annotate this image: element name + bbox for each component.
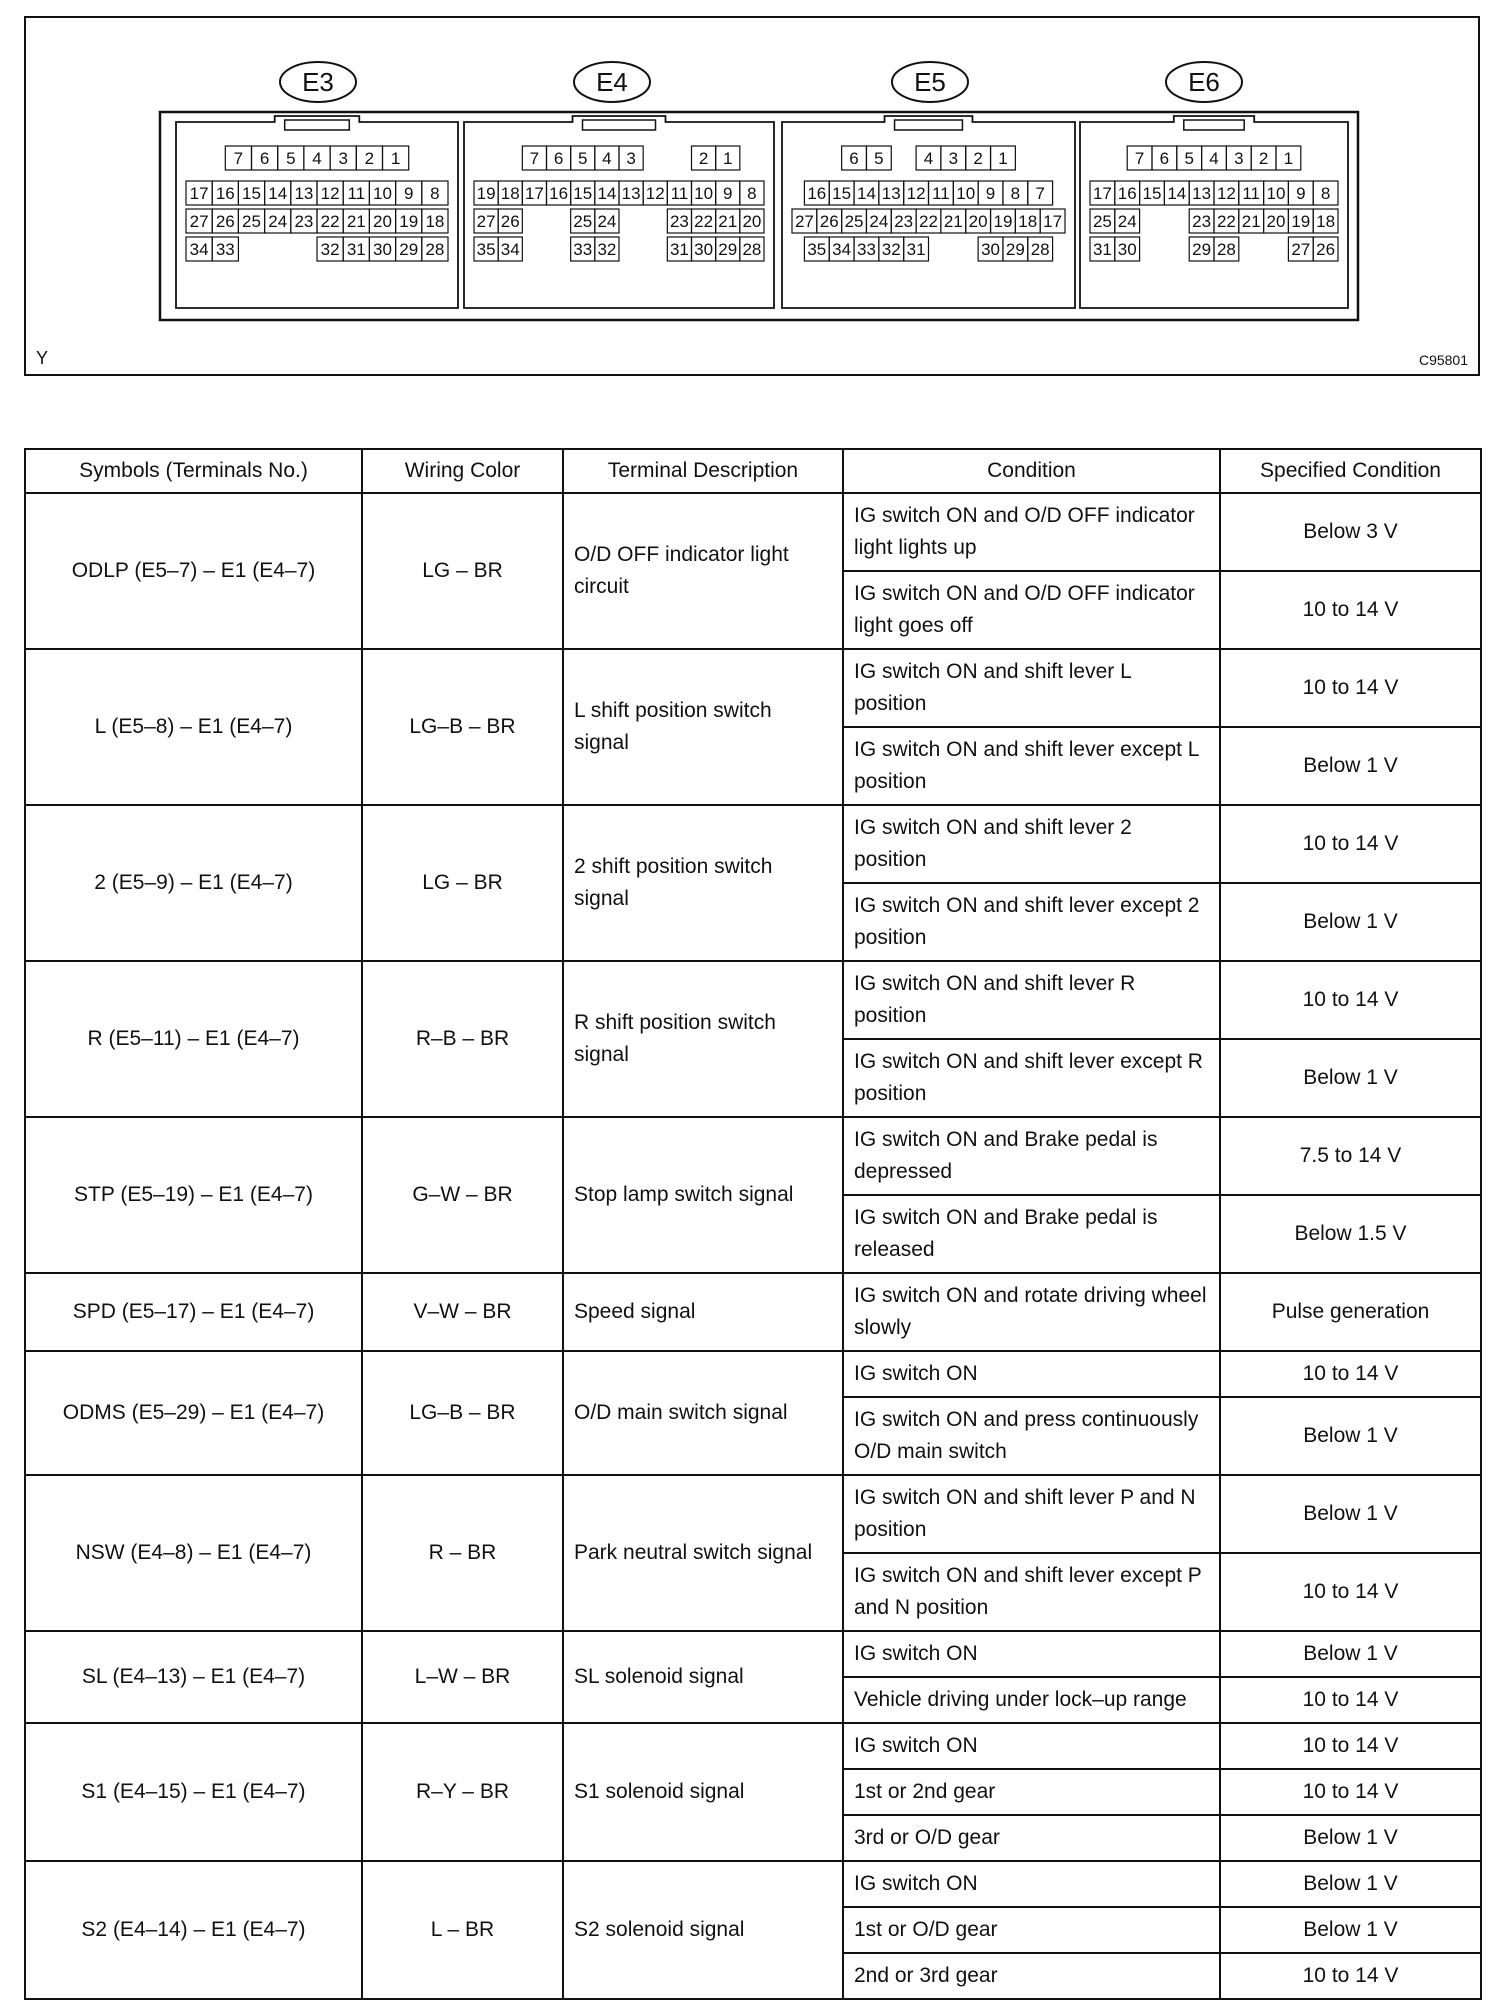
- terminal-number: 3: [626, 149, 636, 168]
- symbol-cell: 2 (E5–9) – E1 (E4–7): [25, 805, 362, 961]
- terminal-number: 4: [602, 149, 612, 168]
- terminal-number: 29: [718, 240, 738, 259]
- connector-drawing: [26, 18, 1478, 374]
- terminal-number: 14: [856, 184, 876, 203]
- terminal-number: 15: [1142, 184, 1162, 203]
- terminal-number: 26: [819, 212, 839, 231]
- terminal-number: 1: [723, 149, 733, 168]
- description-cell: S2 solenoid signal: [563, 1861, 843, 1999]
- connector-latch: [583, 120, 656, 130]
- terminal-number: 31: [1092, 240, 1112, 259]
- wiring-color-cell: R–B – BR: [362, 961, 563, 1117]
- condition-cell: IG switch ON: [843, 1861, 1220, 1907]
- wiring-color-cell: LG – BR: [362, 493, 563, 649]
- condition-cell: Vehicle driving under lock–up range: [843, 1677, 1220, 1723]
- terminal-number: 2: [973, 149, 983, 168]
- terminal-number: 24: [1117, 212, 1137, 231]
- specified-condition-cell: 10 to 14 V: [1220, 1723, 1481, 1769]
- terminal-number: 33: [856, 240, 876, 259]
- table-row: [25, 493, 1481, 571]
- terminal-number: 10: [373, 184, 392, 203]
- terminal-number: 3: [1234, 149, 1244, 168]
- header-specified-condition: Specified Condition: [1220, 449, 1481, 493]
- condition-cell: 3rd or O/D gear: [843, 1815, 1220, 1861]
- specified-condition-cell: 10 to 14 V: [1220, 1677, 1481, 1723]
- condition-cell: 1st or 2nd gear: [843, 1769, 1220, 1815]
- terminal-number: 23: [1192, 212, 1212, 231]
- condition-cell: IG switch ON and shift lever P and N position: [843, 1475, 1220, 1553]
- table-row: [25, 1861, 1481, 1907]
- wiring-color-cell: LG–B – BR: [362, 1351, 563, 1475]
- terminal-number: 32: [881, 240, 901, 259]
- terminal-number: 28: [425, 240, 445, 259]
- table-row: [25, 961, 1481, 1039]
- terminal-number: 22: [919, 212, 938, 231]
- terminal-number: 25: [573, 212, 593, 231]
- wiring-color-cell: LG–B – BR: [362, 649, 563, 805]
- terminal-number: 8: [1320, 184, 1331, 203]
- specified-condition-cell: Below 3 V: [1220, 493, 1481, 571]
- terminal-number: 23: [894, 212, 914, 231]
- terminal-number: 30: [1117, 240, 1137, 259]
- terminal-number: 28: [1216, 240, 1236, 259]
- table-header-row: [25, 449, 1481, 493]
- terminal-number: 22: [1216, 212, 1236, 231]
- connector-latch: [895, 120, 963, 130]
- condition-cell: IG switch ON: [843, 1351, 1220, 1397]
- condition-cell: IG switch ON and shift lever except 2 position: [843, 883, 1220, 961]
- terminal-number: 18: [500, 184, 520, 203]
- terminal-number: 30: [981, 240, 1001, 259]
- terminal-number: 23: [294, 212, 314, 231]
- specified-condition-cell: 10 to 14 V: [1220, 1769, 1481, 1815]
- condition-cell: 2nd or 3rd gear: [843, 1953, 1220, 1999]
- terminal-number: 2: [1258, 149, 1269, 168]
- terminal-number: 12: [320, 184, 340, 203]
- connector-tag-label: E6: [1188, 67, 1220, 97]
- terminal-number: 5: [1184, 149, 1194, 168]
- figure-code: C95801: [1418, 352, 1468, 368]
- terminal-number: 11: [670, 184, 689, 203]
- specified-condition-cell: Below 1 V: [1220, 1861, 1481, 1907]
- terminal-number: 34: [500, 240, 520, 259]
- terminal-number: 8: [747, 184, 757, 203]
- symbol-cell: S2 (E4–14) – E1 (E4–7): [25, 1861, 362, 1999]
- terminal-number: 35: [807, 240, 827, 259]
- wiring-color-cell: V–W – BR: [362, 1273, 563, 1351]
- corner-label: Y: [36, 348, 49, 368]
- terminal-number: 17: [189, 184, 209, 203]
- condition-cell: IG switch ON: [843, 1631, 1220, 1677]
- terminal-number: 32: [597, 240, 617, 259]
- wiring-color-cell: R–Y – BR: [362, 1723, 563, 1861]
- symbol-cell: R (E5–11) – E1 (E4–7): [25, 961, 362, 1117]
- terminal-number: 5: [874, 149, 884, 168]
- terminal-number: 11: [1242, 184, 1261, 203]
- terminal-number: 7: [1035, 184, 1045, 203]
- specified-condition-cell: Below 1 V: [1220, 1397, 1481, 1475]
- terminal-number: 27: [1291, 240, 1311, 259]
- description-cell: O/D OFF indicator light circuit: [563, 493, 843, 649]
- terminal-number: 1: [1283, 149, 1294, 168]
- terminal-number: 31: [669, 240, 689, 259]
- specified-condition-cell: Below 1 V: [1220, 883, 1481, 961]
- terminal-number: 1: [998, 149, 1008, 168]
- header-symbols: Symbols (Terminals No.): [25, 449, 362, 493]
- table-row: [25, 805, 1481, 883]
- specified-condition-cell: 10 to 14 V: [1220, 1953, 1481, 1999]
- wiring-color-cell: L–W – BR: [362, 1631, 563, 1723]
- terminal-number: 2: [364, 149, 375, 168]
- connector-tag-label: E4: [596, 67, 628, 97]
- terminal-number: 12: [645, 184, 665, 203]
- specified-condition-cell: Below 1 V: [1220, 1631, 1481, 1677]
- table-row: [25, 1273, 1481, 1351]
- symbol-cell: L (E5–8) – E1 (E4–7): [25, 649, 362, 805]
- terminal-number: 7: [233, 149, 244, 168]
- terminal-number: 20: [1266, 212, 1286, 231]
- symbol-cell: S1 (E4–15) – E1 (E4–7): [25, 1723, 362, 1861]
- terminal-number: 10: [956, 184, 976, 203]
- terminal-number: 22: [694, 212, 714, 231]
- terminal-number: 25: [1092, 212, 1112, 231]
- terminal-number: 24: [597, 212, 617, 231]
- terminal-number: 15: [832, 184, 852, 203]
- terminal-number: 11: [932, 184, 950, 203]
- terminal-number: 33: [215, 240, 235, 259]
- terminal-number: 5: [286, 149, 296, 168]
- terminal-number: 27: [476, 212, 496, 231]
- condition-cell: IG switch ON and shift lever 2 position: [843, 805, 1220, 883]
- terminal-spec-table: [24, 448, 1482, 2000]
- specified-condition-cell: Below 1 V: [1220, 1815, 1481, 1861]
- terminal-number: 2: [698, 149, 709, 168]
- terminal-number: 18: [1018, 212, 1038, 231]
- terminal-number: 26: [1316, 240, 1336, 259]
- specified-condition-cell: 10 to 14 V: [1220, 1351, 1481, 1397]
- condition-cell: IG switch ON and O/D OFF indicator light goes off: [843, 571, 1220, 649]
- terminal-number: 30: [373, 240, 392, 259]
- condition-cell: IG switch ON and shift lever except R position: [843, 1039, 1220, 1117]
- condition-cell: IG switch ON: [843, 1723, 1220, 1769]
- terminal-number: 7: [529, 149, 540, 168]
- condition-cell: IG switch ON and press continuously O/D main switch: [843, 1397, 1220, 1475]
- specified-condition-cell: 10 to 14 V: [1220, 649, 1481, 727]
- specified-condition-cell: Below 1 V: [1220, 1039, 1481, 1117]
- condition-cell: IG switch ON and O/D OFF indicator light lights up: [843, 493, 1220, 571]
- terminal-number: 16: [549, 184, 569, 203]
- terminal-number: 19: [993, 212, 1013, 231]
- terminal-number: 23: [669, 212, 689, 231]
- terminal-number: 8: [430, 184, 440, 203]
- description-cell: Park neutral switch signal: [563, 1475, 843, 1631]
- terminal-number: 22: [320, 212, 340, 231]
- terminal-number: 12: [1216, 184, 1236, 203]
- description-cell: Speed signal: [563, 1273, 843, 1351]
- terminal-number: 29: [1192, 240, 1212, 259]
- terminal-number: 13: [294, 184, 314, 203]
- connector-diagram: [24, 16, 1480, 376]
- wiring-color-cell: G–W – BR: [362, 1117, 563, 1273]
- specified-condition-cell: Pulse generation: [1220, 1273, 1481, 1351]
- condition-cell: IG switch ON and shift lever L position: [843, 649, 1220, 727]
- table-row: [25, 1631, 1481, 1677]
- terminal-number: 25: [242, 212, 261, 231]
- terminal-number: 29: [399, 240, 419, 259]
- terminal-number: 25: [844, 212, 864, 231]
- terminal-number: 26: [500, 212, 520, 231]
- connector-latch: [1184, 120, 1244, 130]
- terminal-number: 14: [268, 184, 288, 203]
- description-cell: 2 shift position switch signal: [563, 805, 843, 961]
- terminal-number: 9: [985, 184, 996, 203]
- terminal-number: 9: [403, 184, 414, 203]
- table-row: [25, 1723, 1481, 1769]
- table-row: [25, 1117, 1481, 1195]
- terminal-number: 13: [621, 184, 641, 203]
- terminal-number: 4: [923, 149, 934, 168]
- wiring-color-cell: LG – BR: [362, 805, 563, 961]
- terminal-number: 32: [320, 240, 340, 259]
- terminal-spec-table-wrapper: [24, 448, 1480, 2000]
- wiring-color-cell: L – BR: [362, 1861, 563, 1999]
- condition-cell: IG switch ON and Brake pedal is released: [843, 1195, 1220, 1273]
- terminal-number: 3: [948, 149, 959, 168]
- terminal-number: 11: [347, 184, 366, 203]
- connector-tag-label: E3: [302, 67, 334, 97]
- table-row: [25, 1475, 1481, 1553]
- terminal-number: 28: [742, 240, 762, 259]
- terminal-number: 18: [425, 212, 445, 231]
- symbol-cell: ODLP (E5–7) – E1 (E4–7): [25, 493, 362, 649]
- header-wiring-color: Wiring Color: [362, 449, 563, 493]
- terminal-number: 17: [1092, 184, 1112, 203]
- terminal-number: 31: [346, 240, 366, 259]
- terminal-number: 4: [312, 149, 322, 168]
- table-row: [25, 1351, 1481, 1397]
- terminal-number: 19: [399, 212, 419, 231]
- symbol-cell: STP (E5–19) – E1 (E4–7): [25, 1117, 362, 1273]
- terminal-number: 20: [968, 212, 988, 231]
- condition-cell: IG switch ON and shift lever except P and N position: [843, 1553, 1220, 1631]
- terminal-number: 33: [573, 240, 593, 259]
- terminal-number: 6: [553, 149, 564, 168]
- terminal-number: 19: [476, 184, 496, 203]
- condition-cell: IG switch ON and shift lever R position: [843, 961, 1220, 1039]
- specified-condition-cell: 10 to 14 V: [1220, 805, 1481, 883]
- terminal-number: 17: [1043, 212, 1063, 231]
- wiring-color-cell: R – BR: [362, 1475, 563, 1631]
- description-cell: R shift position switch signal: [563, 961, 843, 1117]
- terminal-number: 17: [524, 184, 544, 203]
- terminal-number: 15: [573, 184, 593, 203]
- specified-condition-cell: Below 1 V: [1220, 1907, 1481, 1953]
- specified-condition-cell: Below 1 V: [1220, 727, 1481, 805]
- terminal-number: 3: [338, 149, 348, 168]
- specified-condition-cell: 10 to 14 V: [1220, 1553, 1481, 1631]
- terminal-number: 24: [869, 212, 889, 231]
- terminal-number: 8: [1010, 184, 1021, 203]
- terminal-number: 10: [694, 184, 714, 203]
- terminal-number: 1: [390, 149, 401, 168]
- terminal-number: 29: [1005, 240, 1025, 259]
- condition-cell: IG switch ON and rotate driving wheel slowly: [843, 1273, 1220, 1351]
- terminal-number: 19: [1291, 212, 1311, 231]
- terminal-number: 28: [1030, 240, 1050, 259]
- condition-cell: 1st or O/D gear: [843, 1907, 1220, 1953]
- terminal-number: 16: [1117, 184, 1137, 203]
- terminal-number: 20: [373, 212, 392, 231]
- symbol-cell: SPD (E5–17) – E1 (E4–7): [25, 1273, 362, 1351]
- terminal-number: 16: [215, 184, 235, 203]
- symbol-cell: NSW (E4–8) – E1 (E4–7): [25, 1475, 362, 1631]
- terminal-number: 21: [1241, 212, 1261, 231]
- terminal-number: 18: [1316, 212, 1336, 231]
- terminal-number: 12: [906, 184, 926, 203]
- terminal-number: 14: [597, 184, 617, 203]
- header-terminal-description: Terminal Description: [563, 449, 843, 493]
- terminal-number: 26: [215, 212, 235, 231]
- description-cell: Stop lamp switch signal: [563, 1117, 843, 1273]
- specified-condition-cell: 10 to 14 V: [1220, 961, 1481, 1039]
- specified-condition-cell: 7.5 to 14 V: [1220, 1117, 1481, 1195]
- terminal-number: 6: [1159, 149, 1170, 168]
- terminal-number: 7: [1134, 149, 1145, 168]
- terminal-number: 27: [794, 212, 814, 231]
- symbol-cell: SL (E4–13) – E1 (E4–7): [25, 1631, 362, 1723]
- description-cell: L shift position switch signal: [563, 649, 843, 805]
- terminal-number: 31: [906, 240, 926, 259]
- terminal-number: 5: [578, 149, 588, 168]
- connector-latch: [285, 120, 350, 130]
- terminal-number: 4: [1209, 149, 1219, 168]
- terminal-number: 35: [476, 240, 496, 259]
- symbol-cell: ODMS (E5–29) – E1 (E4–7): [25, 1351, 362, 1475]
- specified-condition-cell: Below 1.5 V: [1220, 1195, 1481, 1273]
- terminal-number: 20: [742, 212, 762, 231]
- specified-condition-cell: Below 1 V: [1220, 1475, 1481, 1553]
- terminal-number: 9: [723, 184, 733, 203]
- description-cell: SL solenoid signal: [563, 1631, 843, 1723]
- description-cell: S1 solenoid signal: [563, 1723, 843, 1861]
- connector-tag-label: E5: [914, 67, 946, 97]
- terminal-number: 21: [718, 212, 738, 231]
- description-cell: O/D main switch signal: [563, 1351, 843, 1475]
- terminal-number: 21: [346, 212, 366, 231]
- terminal-number: 27: [189, 212, 209, 231]
- terminal-number: 13: [881, 184, 901, 203]
- terminal-number: 10: [1266, 184, 1286, 203]
- terminal-number: 15: [242, 184, 261, 203]
- terminal-number: 6: [849, 149, 859, 168]
- terminal-number: 34: [189, 240, 209, 259]
- terminal-number: 14: [1167, 184, 1187, 203]
- terminal-number: 6: [259, 149, 270, 168]
- condition-cell: IG switch ON and shift lever except L position: [843, 727, 1220, 805]
- header-condition: Condition: [843, 449, 1220, 493]
- terminal-number: 24: [268, 212, 288, 231]
- specified-condition-cell: 10 to 14 V: [1220, 571, 1481, 649]
- terminal-number: 9: [1296, 184, 1306, 203]
- terminal-number: 30: [694, 240, 714, 259]
- condition-cell: IG switch ON and Brake pedal is depressed: [843, 1117, 1220, 1195]
- table-row: [25, 649, 1481, 727]
- terminal-number: 34: [832, 240, 852, 259]
- terminal-number: 13: [1192, 184, 1212, 203]
- terminal-number: 16: [807, 184, 827, 203]
- terminal-number: 21: [943, 212, 963, 231]
